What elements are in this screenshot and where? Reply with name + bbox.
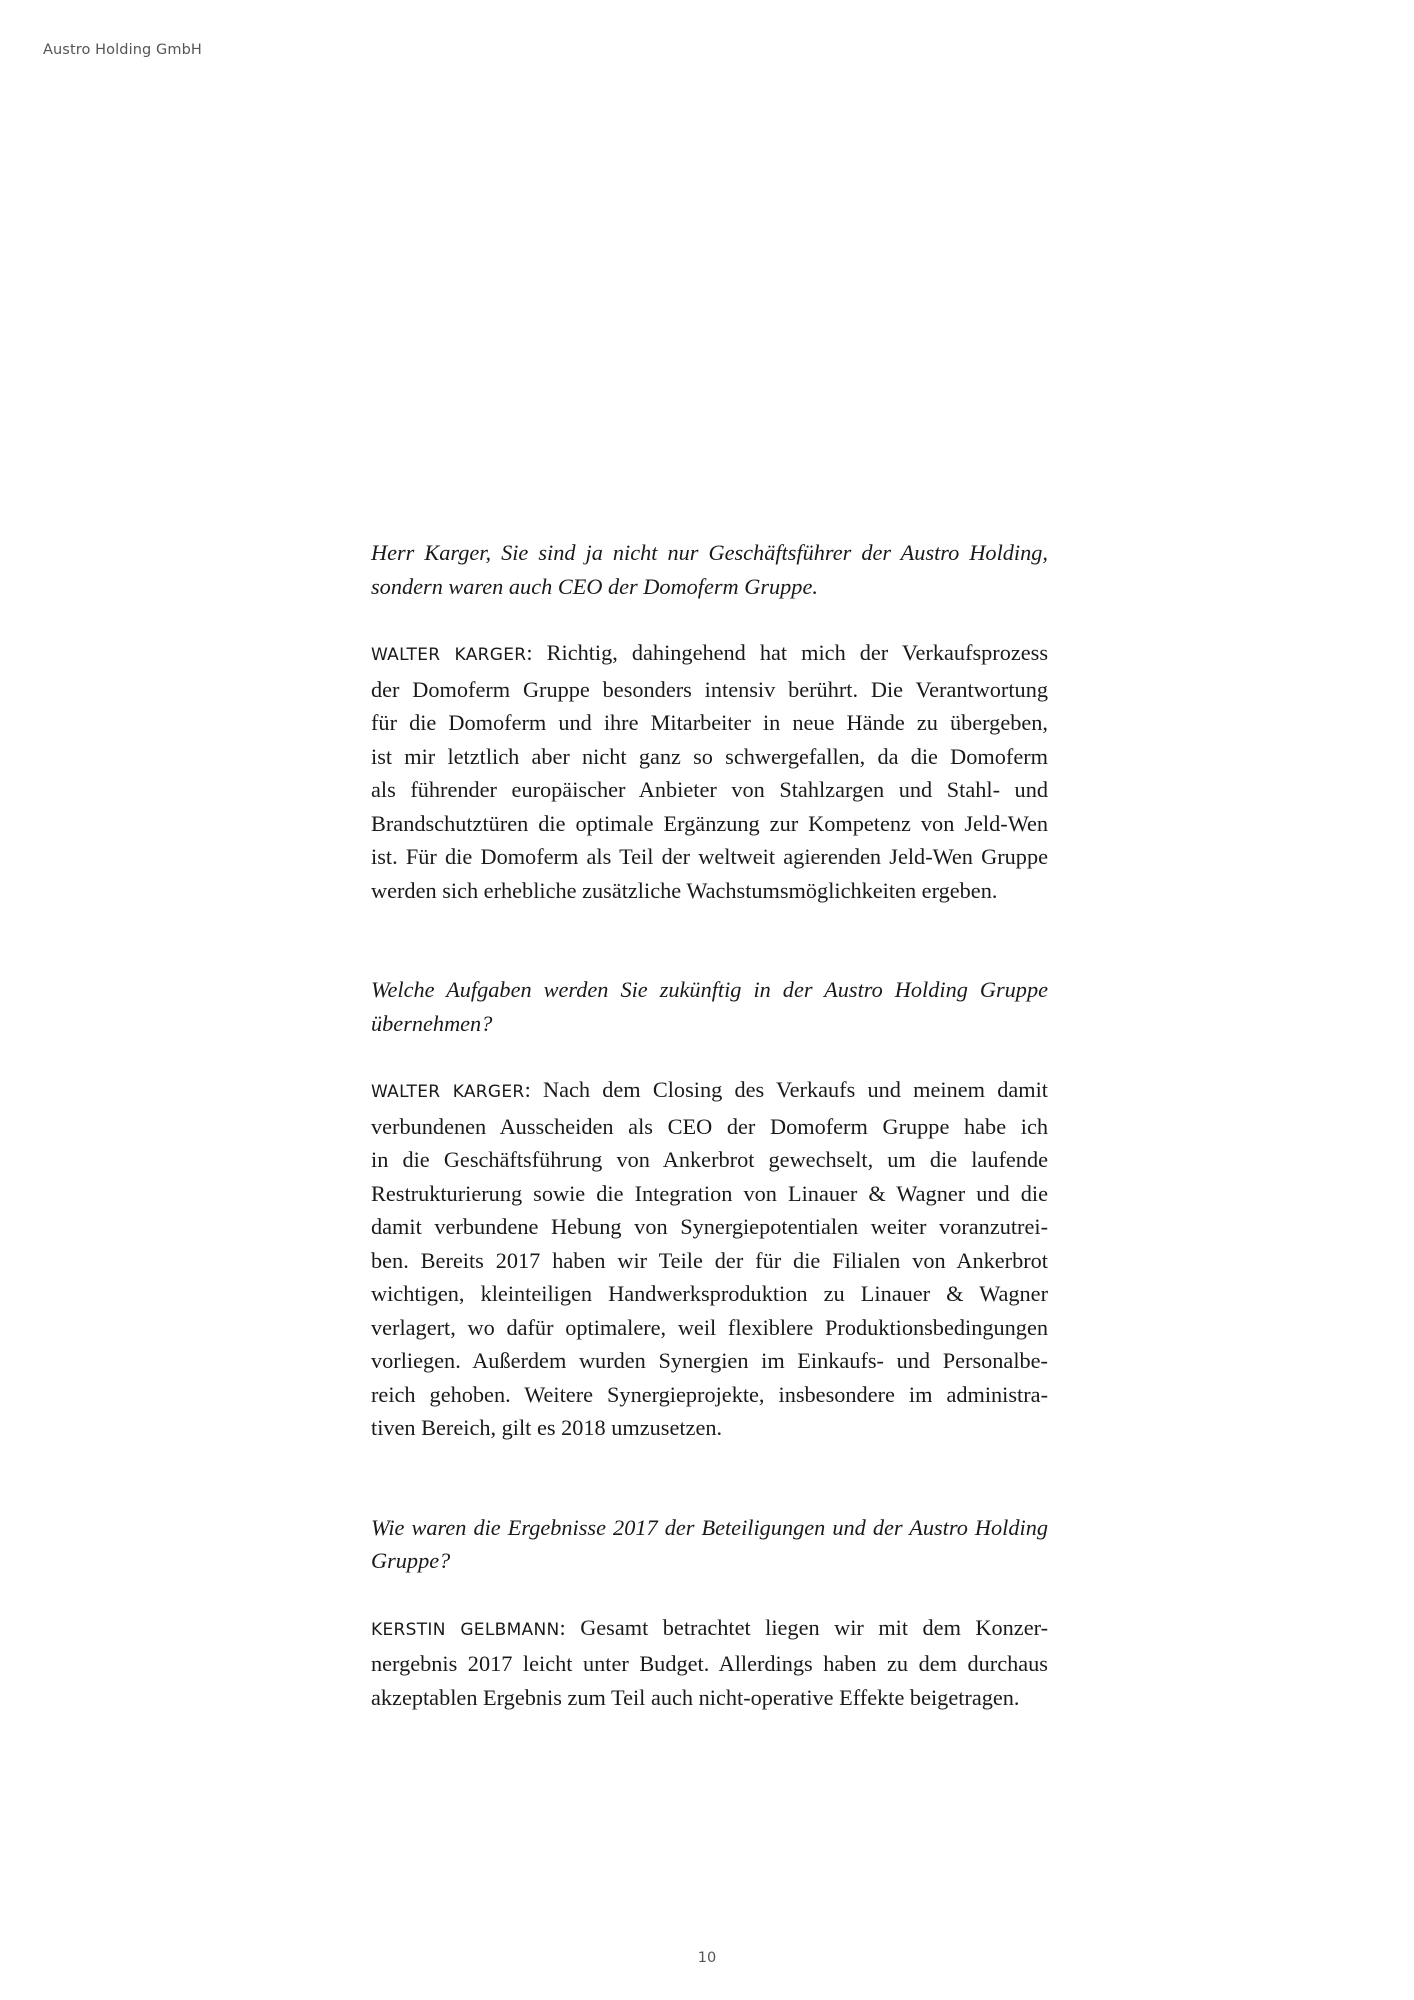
answer-line: verlagert, wo dafür optimalere, weil flexiblere Produktionsbedingungen <box>371 1314 1048 1340</box>
speaker-name: WALTER KARGER <box>371 1082 525 1102</box>
answer-line: ben. Bereits 2017 haben wir Teile der für die Filialen von Ankerbrot <box>371 1247 1048 1273</box>
question-line: Gruppe? <box>371 1548 451 1573</box>
running-header-company: Austro Holding GmbH <box>43 42 202 58</box>
question-line: sondern waren auch CEO der Domoferm Gruppe. <box>371 573 818 599</box>
answer-line: KERSTIN GELBMANN: Gesamt betrachtet liegen wir mit dem Konzer- <box>371 1614 1048 1640</box>
answer-line: ist mir letztlich aber nicht ganz so schwergefallen, da die Domoferm <box>371 743 1048 769</box>
answer-line: reich gehoben. Weitere Synergieprojekte, insbesondere im administra- <box>371 1381 1048 1407</box>
question-line: Wie waren die Ergebnisse 2017 der Beteiligungen und der Austro Holding <box>371 1514 1048 1540</box>
answer-line: wichtigen, kleinteiligen Handwerksproduktion zu Linauer & Wagner <box>371 1281 1048 1306</box>
answer-line: als führender europäischer Anbieter von Stahlzargen und Stahl- und <box>371 777 1048 802</box>
answer-3 <box>371 1611 1048 1715</box>
answer-line: akzeptablen Ergebnis zum Teil auch nicht-operative Effekte beigetragen. <box>371 1684 1020 1710</box>
question-2 <box>371 973 1048 1040</box>
speaker-name: WALTER KARGER <box>371 645 527 665</box>
answer-line: in die Geschäftsführung von Ankerbrot gewechselt, um die laufende <box>371 1147 1048 1172</box>
question-3 <box>371 1511 1048 1578</box>
answer-line: für die Domoferm und ihre Mitarbeiter in neue Hände zu übergeben, <box>371 710 1048 735</box>
answer-line: verbundenen Ausscheiden als CEO der Domoferm Gruppe habe ich <box>371 1113 1048 1139</box>
answer-line: Brandschutztüren die optimale Ergänzung zur Kompetenz von Jeld-Wen <box>371 810 1048 836</box>
answer-2 <box>371 1073 1048 1445</box>
speaker-name: KERSTIN GELBMANN <box>371 1619 560 1640</box>
page-number: 10 <box>697 1950 717 1966</box>
answer-line: ist. Für die Domoferm als Teil der weltweit agierenden Jeld-Wen Gruppe <box>371 844 1048 869</box>
answer-line: damit verbundene Hebung von Synergiepotentialen weiter voranzutrei- <box>371 1214 1048 1239</box>
answer-line: nergebnis 2017 leicht unter Budget. Allerdings haben zu dem durchaus <box>371 1651 1048 1676</box>
answer-line: Restrukturierung sowie die Integration von Linauer & Wagner und die <box>371 1180 1048 1206</box>
answer-line: WALTER KARGER: Nach dem Closing des Verkaufs und meinem damit <box>371 1077 1048 1102</box>
answer-line: vorliegen. Außerdem wurden Synergien im Einkaufs- und Personalbe- <box>371 1348 1048 1373</box>
answer-line: tiven Bereich, gilt es 2018 umzusetzen. <box>371 1415 723 1440</box>
interview-body <box>371 536 1048 1714</box>
answer-1 <box>371 636 1048 907</box>
question-1 <box>371 536 1048 603</box>
question-line: übernehmen? <box>371 1010 493 1036</box>
answer-line: WALTER KARGER: Richtig, dahingehend hat mich der Verkaufsprozess <box>371 640 1048 665</box>
question-line: Welche Aufgaben werden Sie zukünftig in der Austro Holding Gruppe <box>371 977 1048 1002</box>
answer-line: werden sich erhebliche zusätzliche Wachstumsmöglichkeiten ergeben. <box>371 877 998 903</box>
question-line: Herr Karger, Sie sind ja nicht nur Geschäftsführer der Austro Holding, <box>371 540 1048 565</box>
answer-line: der Domoferm Gruppe besonders intensiv berührt. Die Verantwortung <box>371 676 1048 702</box>
